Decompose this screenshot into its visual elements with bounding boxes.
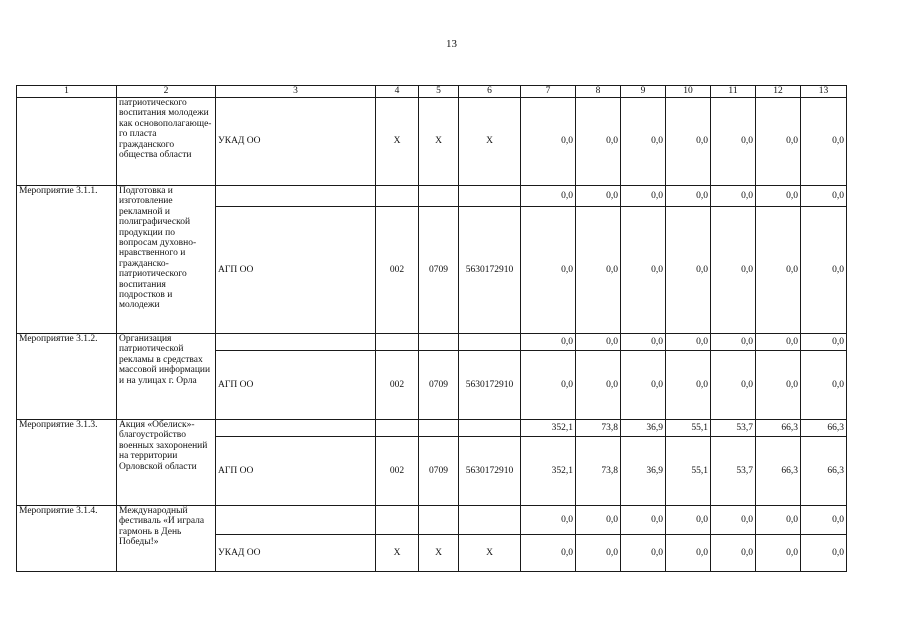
value-cell: 0,0 bbox=[711, 186, 756, 207]
code-cell: 5630172910 bbox=[459, 437, 521, 506]
table-row bbox=[17, 420, 847, 437]
column-header: 11 bbox=[711, 86, 756, 98]
value-cell: 36,9 bbox=[621, 437, 666, 506]
column-header: 4 bbox=[376, 86, 419, 98]
value-cell: 53,7 bbox=[711, 420, 756, 437]
description-cell: Акция «Обелиск»-благоустройство военных захоронений на территории Орловской области bbox=[117, 420, 216, 506]
executor-cell bbox=[216, 506, 376, 535]
executor-cell bbox=[216, 186, 376, 207]
code-cell: X bbox=[419, 535, 459, 572]
column-header: 13 bbox=[801, 86, 847, 98]
code-cell bbox=[419, 420, 459, 437]
value-cell: 0,0 bbox=[666, 506, 711, 535]
measure-cell bbox=[17, 98, 117, 186]
value-cell: 352,1 bbox=[521, 420, 576, 437]
column-header: 10 bbox=[666, 86, 711, 98]
value-cell: 0,0 bbox=[621, 98, 666, 186]
code-cell: 002 bbox=[376, 437, 419, 506]
value-cell: 0,0 bbox=[576, 334, 621, 351]
code-cell bbox=[459, 334, 521, 351]
value-cell: 0,0 bbox=[711, 535, 756, 572]
table-row bbox=[17, 186, 847, 207]
column-header: 5 bbox=[419, 86, 459, 98]
value-cell: 0,0 bbox=[666, 334, 711, 351]
value-cell: 0,0 bbox=[801, 351, 847, 420]
value-cell: 0,0 bbox=[801, 98, 847, 186]
value-cell: 0,0 bbox=[576, 98, 621, 186]
code-cell: X bbox=[419, 98, 459, 186]
description-cell: Организация патриотической рекламы в средствах массовой информации и на улицах г. Орла bbox=[117, 334, 216, 420]
code-cell: 0709 bbox=[419, 207, 459, 334]
code-cell bbox=[459, 186, 521, 207]
code-cell bbox=[419, 186, 459, 207]
column-header: 3 bbox=[216, 86, 376, 98]
code-cell: 5630172910 bbox=[459, 207, 521, 334]
column-header: 6 bbox=[459, 86, 521, 98]
header-row bbox=[17, 86, 847, 98]
value-cell: 0,0 bbox=[576, 186, 621, 207]
table-row bbox=[17, 506, 847, 535]
description-cell: Международный фестиваль «И играла гармонь в День Победы!» bbox=[117, 506, 216, 572]
value-cell: 36,9 bbox=[621, 420, 666, 437]
value-cell: 55,1 bbox=[666, 437, 711, 506]
value-cell: 0,0 bbox=[666, 98, 711, 186]
value-cell: 0,0 bbox=[576, 207, 621, 334]
value-cell: 0,0 bbox=[621, 186, 666, 207]
code-cell bbox=[459, 506, 521, 535]
value-cell: 0,0 bbox=[621, 506, 666, 535]
budget-table bbox=[16, 85, 847, 572]
value-cell: 0,0 bbox=[756, 207, 801, 334]
column-header: 2 bbox=[117, 86, 216, 98]
value-cell: 66,3 bbox=[756, 420, 801, 437]
column-header: 9 bbox=[621, 86, 666, 98]
executor-cell: УКАД ОО bbox=[216, 535, 376, 572]
value-cell: 0,0 bbox=[711, 98, 756, 186]
value-cell: 0,0 bbox=[621, 334, 666, 351]
value-cell: 0,0 bbox=[756, 98, 801, 186]
column-header: 1 bbox=[17, 86, 117, 98]
value-cell: 0,0 bbox=[711, 334, 756, 351]
value-cell: 0,0 bbox=[666, 535, 711, 572]
value-cell: 55,1 bbox=[666, 420, 711, 437]
value-cell: 0,0 bbox=[711, 506, 756, 535]
code-cell bbox=[376, 420, 419, 437]
code-cell: 0709 bbox=[419, 437, 459, 506]
value-cell: 0,0 bbox=[801, 334, 847, 351]
value-cell: 0,0 bbox=[621, 535, 666, 572]
value-cell: 0,0 bbox=[801, 186, 847, 207]
page-number: 13 bbox=[446, 38, 457, 50]
value-cell: 0,0 bbox=[756, 334, 801, 351]
description-cell: Подготовка и изготовление рекламной и полиграфической продукции по вопросам духовно-нравственного и гражданско-патриотического воспитания подростков и молодежи bbox=[117, 186, 216, 334]
code-cell: 002 bbox=[376, 351, 419, 420]
value-cell: 73,8 bbox=[576, 420, 621, 437]
value-cell: 0,0 bbox=[621, 207, 666, 334]
value-cell: 0,0 bbox=[666, 207, 711, 334]
code-cell: X bbox=[376, 98, 419, 186]
value-cell: 0,0 bbox=[756, 186, 801, 207]
measure-cell: Мероприятие 3.1.4. bbox=[17, 506, 117, 572]
value-cell: 0,0 bbox=[576, 351, 621, 420]
value-cell: 66,3 bbox=[801, 420, 847, 437]
executor-cell bbox=[216, 334, 376, 351]
executor-cell: АГП ОО bbox=[216, 207, 376, 334]
value-cell: 0,0 bbox=[756, 535, 801, 572]
executor-cell: АГП ОО bbox=[216, 351, 376, 420]
value-cell: 53,7 bbox=[711, 437, 756, 506]
value-cell: 0,0 bbox=[576, 535, 621, 572]
value-cell: 0,0 bbox=[521, 506, 576, 535]
table-row bbox=[17, 98, 847, 186]
code-cell bbox=[419, 506, 459, 535]
value-cell: 0,0 bbox=[576, 506, 621, 535]
table-row bbox=[17, 334, 847, 351]
value-cell: 66,3 bbox=[801, 437, 847, 506]
value-cell: 0,0 bbox=[711, 351, 756, 420]
code-cell: X bbox=[376, 535, 419, 572]
description-cell: патриотического воспитания молодежи как основополагающе-го пласта гражданского общества области bbox=[117, 98, 216, 186]
value-cell: 66,3 bbox=[756, 437, 801, 506]
value-cell: 0,0 bbox=[711, 207, 756, 334]
value-cell: 0,0 bbox=[521, 351, 576, 420]
value-cell: 0,0 bbox=[521, 334, 576, 351]
column-header: 7 bbox=[521, 86, 576, 98]
value-cell: 73,8 bbox=[576, 437, 621, 506]
code-cell: X bbox=[459, 535, 521, 572]
code-cell bbox=[376, 186, 419, 207]
value-cell: 0,0 bbox=[756, 506, 801, 535]
value-cell: 352,1 bbox=[521, 437, 576, 506]
executor-cell: АГП ОО bbox=[216, 437, 376, 506]
value-cell: 0,0 bbox=[521, 186, 576, 207]
value-cell: 0,0 bbox=[801, 506, 847, 535]
measure-cell: Мероприятие 3.1.1. bbox=[17, 186, 117, 334]
code-cell bbox=[419, 334, 459, 351]
code-cell bbox=[376, 334, 419, 351]
code-cell: 002 bbox=[376, 207, 419, 334]
value-cell: 0,0 bbox=[521, 207, 576, 334]
value-cell: 0,0 bbox=[621, 351, 666, 420]
value-cell: 0,0 bbox=[801, 207, 847, 334]
code-cell bbox=[459, 420, 521, 437]
value-cell: 0,0 bbox=[801, 535, 847, 572]
measure-cell: Мероприятие 3.1.2. bbox=[17, 334, 117, 420]
code-cell: X bbox=[459, 98, 521, 186]
executor-cell: УКАД ОО bbox=[216, 98, 376, 186]
code-cell bbox=[376, 506, 419, 535]
column-header: 12 bbox=[756, 86, 801, 98]
code-cell: 5630172910 bbox=[459, 351, 521, 420]
value-cell: 0,0 bbox=[666, 186, 711, 207]
measure-cell: Мероприятие 3.1.3. bbox=[17, 420, 117, 506]
value-cell: 0,0 bbox=[521, 535, 576, 572]
code-cell: 0709 bbox=[419, 351, 459, 420]
value-cell: 0,0 bbox=[666, 351, 711, 420]
value-cell: 0,0 bbox=[756, 351, 801, 420]
executor-cell bbox=[216, 420, 376, 437]
column-header: 8 bbox=[576, 86, 621, 98]
value-cell: 0,0 bbox=[521, 98, 576, 186]
